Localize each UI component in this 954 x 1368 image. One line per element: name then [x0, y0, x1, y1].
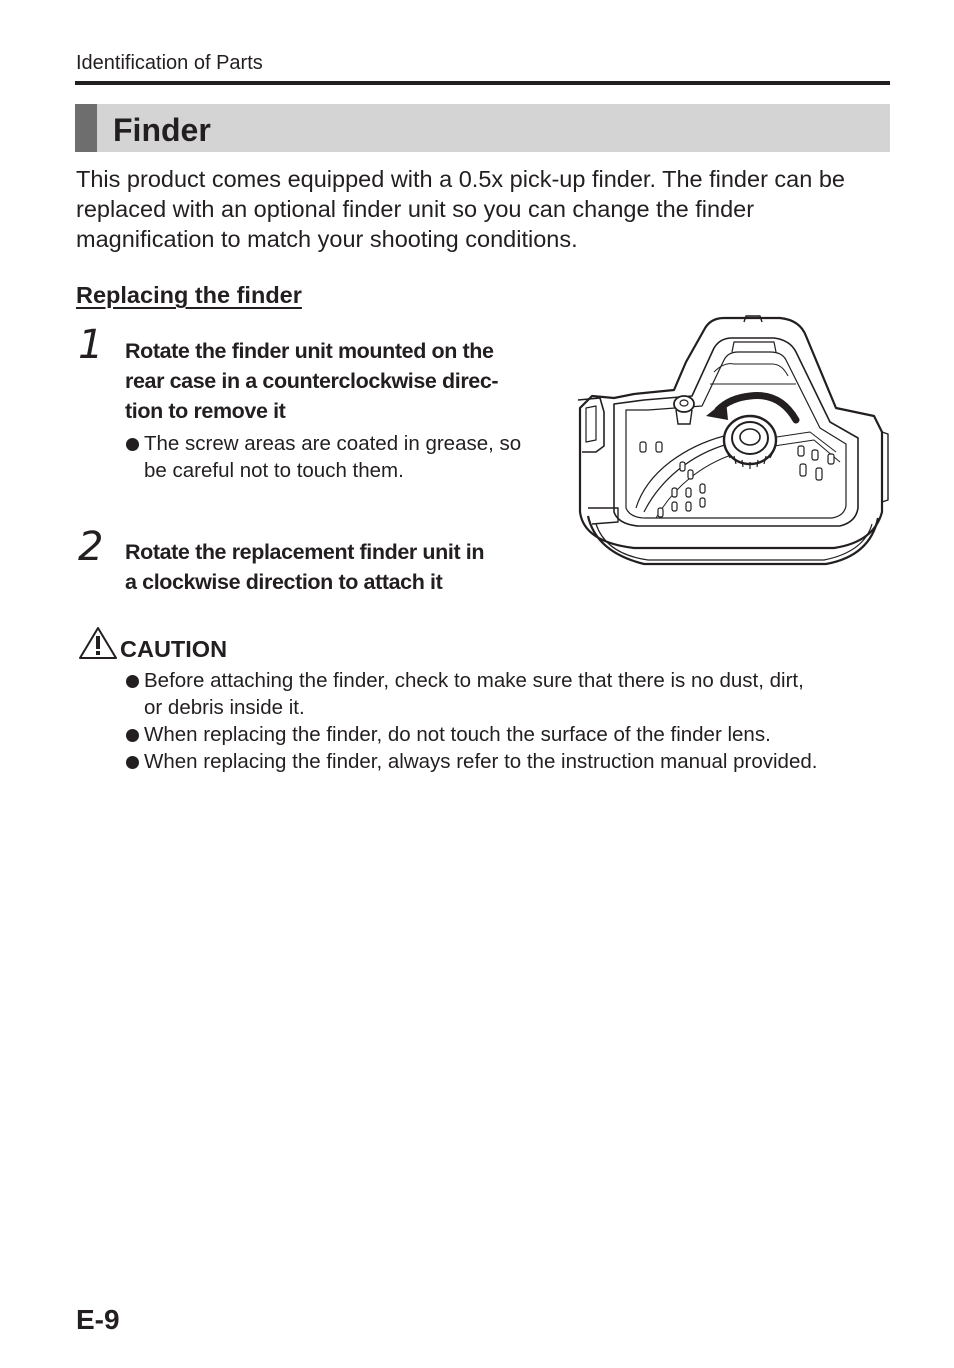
caution-item-line: Before attaching the finder, check to make sure that there is no dust, dirt,	[144, 669, 804, 692]
caution-item	[126, 667, 906, 694]
step-1-line: Rotate the finder unit mounted on the	[125, 339, 494, 363]
bullet-dot-icon	[126, 675, 139, 688]
step-2-line: Rotate the replacement finder unit in	[125, 540, 485, 564]
step-1-number: 1	[78, 322, 104, 368]
caution-item-line: When replacing the finder, do not touch the surface of the finder lens.	[144, 723, 771, 746]
step-1-note-line: be careful not to touch them.	[144, 459, 404, 482]
caution-title: CAUTION	[120, 636, 228, 662]
step-1-text	[125, 336, 565, 426]
heading-accent	[75, 104, 97, 152]
section-label: Identification of Parts	[76, 52, 263, 74]
bullet-dot-icon	[126, 756, 139, 769]
page-number: E-9	[76, 1304, 120, 1335]
step-1-line: tion to remove it	[125, 399, 286, 423]
header-rule	[75, 81, 890, 85]
warning-triangle-icon	[78, 626, 118, 660]
step-1-line: rear case in a counterclockwise direc-	[125, 369, 499, 393]
step-2-line: a clockwise direction to attach it	[125, 570, 443, 594]
caution-item	[126, 748, 906, 775]
step-2-text	[125, 537, 565, 597]
bullet-dot-icon	[126, 438, 139, 451]
intro-paragraph: This product comes equipped with a 0.5x pick-up finder. The finder can be replaced with an optional finder unit so you can change the finder magnification to match your shooting conditions.	[76, 166, 845, 252]
step-1-note	[126, 430, 566, 484]
bullet-dot-icon	[126, 729, 139, 742]
caution-list	[126, 667, 906, 775]
caution-item-line: or debris inside it.	[144, 696, 305, 719]
subsection-title: Replacing the finder	[76, 282, 302, 308]
step-1-note-line: The screw areas are coated in grease, so	[144, 432, 522, 455]
page-title: Finder	[113, 112, 211, 148]
rear-case-illustration	[574, 312, 894, 578]
step-2-number: 2	[78, 524, 104, 570]
caution-item	[126, 721, 906, 748]
caution-item-line: When replacing the finder, always refer to the instruction manual provided.	[144, 750, 818, 773]
